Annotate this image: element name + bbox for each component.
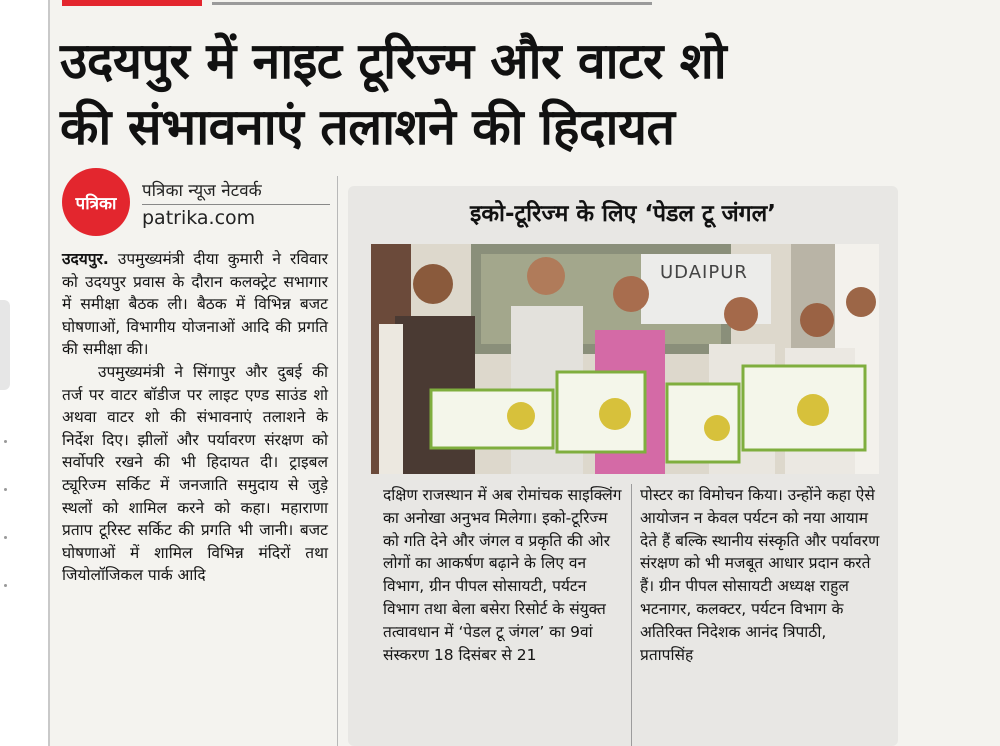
byline-rule bbox=[142, 204, 330, 205]
gutter-divider bbox=[48, 0, 50, 746]
box-column-1: दक्षिण राजस्थान में अब रोमांचक साइक्लिंग का अनोखा अनुभव मिलेगा। इको-टूरिज्म को गति देने और जंगल व प्रकृति की ओर लोगों का आकर्षण बढ़ाने के लिए वन विभाग, ग्रीन पीपल सोसायटी, पर्यटन विभाग तथा बेला बसेरा रिसोर्ट के संयुक्त तत्वावधान में ‘पेडल टू जंगल’ का 9वां संस्करण 18 दिसंबर से 21 bbox=[383, 486, 622, 664]
headline-line-2: की संभावनाएं तलाशने की हिदायत bbox=[60, 98, 675, 156]
paragraph-2: उपमुख्यमंत्री ने सिंगापुर और दुबई की तर्ज पर वाटर बॉडीज पर लाइट एण्ड साउंड शो अथवा वाटर शो की संभावनाएं तलाशने के निर्देश दिए। झीलों और पर्यावरण संरक्षण को सर्वोपरि रखने की भी हिदायत दी। ट्राइबल ट्यूरिज्म सर्किट में जनजाति समुदाय से जुड़े स्थलों को शामिल करने को कहा। महाराणा प्रताप टूरिस्ट सर्किट की प्रगति भी जानी। बजट घोषणाओं में शामिल विभिन्न मंदिरों तथा जियोलॉजिकल पार्क आदि bbox=[62, 362, 328, 585]
gutter-dot bbox=[4, 440, 7, 443]
column-divider bbox=[337, 176, 338, 746]
paragraph-1 bbox=[62, 248, 328, 361]
byline: पत्रिका न्यूज नेटवर्क bbox=[142, 181, 262, 201]
gutter-dot bbox=[4, 584, 7, 587]
paragraph-1-text: उपमुख्यमंत्री दीया कुमारी ने रविवार को उदयपुर प्रवास के दौरान कलक्ट्रेट सभागार में समीक्षा बैठक ली। बैठक में विभिन्न बजट घोषणाओं, विभागीय योजनाओं आदि की प्रगति की समीक्षा की। bbox=[62, 250, 328, 359]
article-body bbox=[62, 248, 328, 587]
site-link[interactable]: patrika.com bbox=[142, 207, 256, 229]
patrika-logo: पत्रिका bbox=[62, 168, 130, 236]
previous-headline-strip bbox=[62, 0, 662, 6]
gutter-dot bbox=[4, 536, 7, 539]
box-title: इको-टूरिज्म के लिए ‘पेडल टू जंगल’ bbox=[470, 201, 776, 227]
box-column-2: पोस्टर का विमोचन किया। उन्होंने कहा ऐसे आयोजन न केवल पर्यटन को नया आयाम देते हैं बल्कि स्थानीय संस्कृति और पर्यावरण संरक्षण को भी मजबूत आधार प्रदान करते हैं। ग्रीन पीपल सोसायटी अध्यक्ष राहुल भटनागर, कलक्टर, पर्यटन विभाग के अतिरिक्त निदेशक आनंद त्रिपाठी, प्रतापसिंह bbox=[640, 486, 880, 664]
headline bbox=[60, 28, 960, 160]
news-photo bbox=[371, 244, 879, 474]
photo-sign-text: UDAIPUR bbox=[660, 262, 748, 283]
scroll-tab[interactable] bbox=[0, 300, 10, 390]
box-column-divider bbox=[631, 484, 632, 746]
gutter-dot bbox=[4, 488, 7, 491]
dateline: उदयपुर. bbox=[62, 250, 109, 268]
headline-line-1: उदयपुर में नाइट टूरिज्म और वाटर शो bbox=[60, 32, 727, 90]
